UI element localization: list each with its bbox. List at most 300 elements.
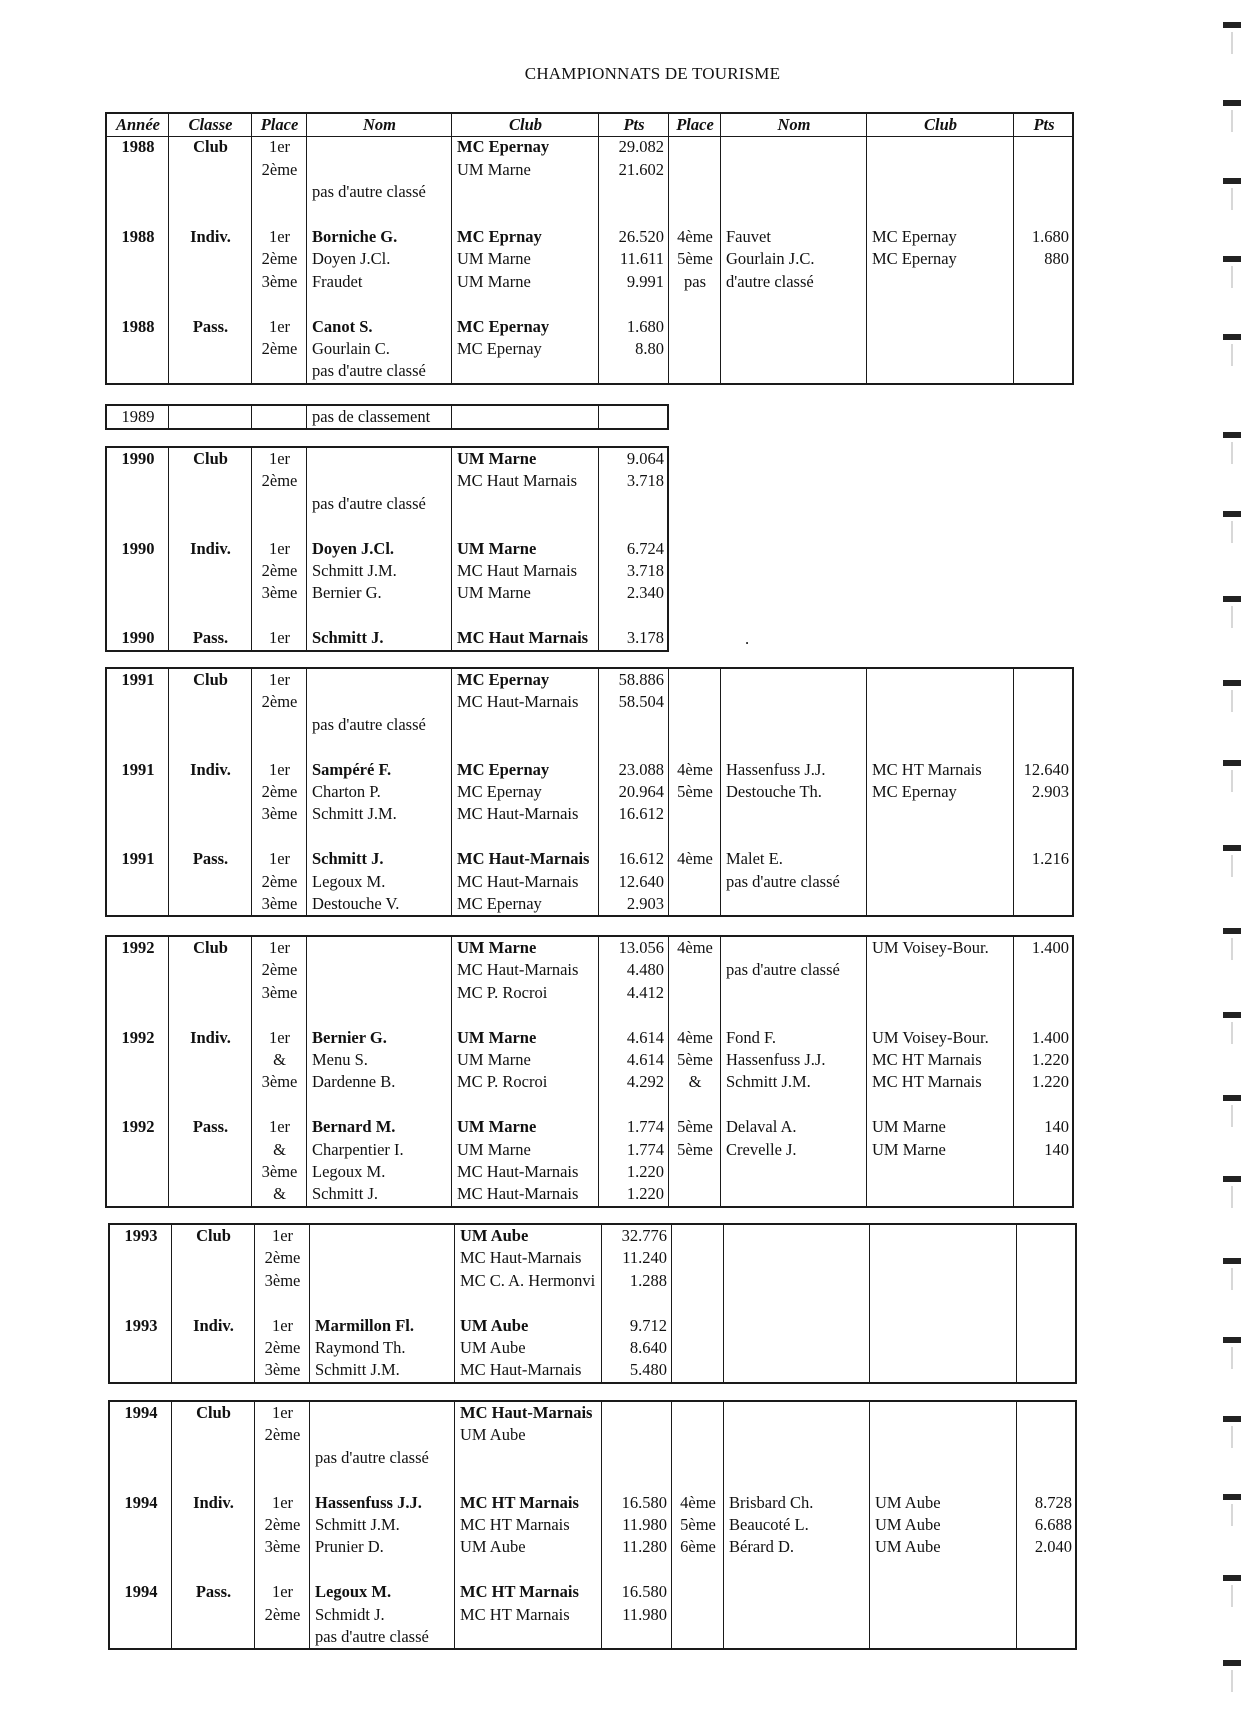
binding-mark-shadow	[1231, 110, 1233, 132]
cell-nom: Legoux M.	[312, 1162, 386, 1181]
cell-nom2: Schmitt J.M.	[726, 1072, 811, 1092]
cell-classe: Club	[193, 137, 228, 157]
cell-annee: 1994	[124, 1582, 158, 1602]
cell-classe: Club	[196, 1226, 231, 1245]
cell-nom: Sampéré F.	[312, 759, 392, 779]
cell-pts: 6.724	[626, 538, 664, 558]
results-table-block	[108, 1400, 1077, 1650]
cell-place: 1er	[268, 628, 291, 648]
cell-nom2: pas d'autre classé	[726, 871, 840, 891]
cell-pts2: 8.728	[1034, 1492, 1072, 1512]
cell-nom: Doyen J.Cl.	[312, 538, 395, 558]
column-header-pts: Pts	[623, 115, 645, 134]
cell-club: UM Marne	[457, 538, 537, 558]
column-divider	[171, 1402, 172, 1648]
binding-mark-shadow	[1231, 1504, 1233, 1526]
cell-place2: 5ème	[677, 1117, 713, 1137]
cell-place2: 6ème	[680, 1537, 716, 1557]
binding-mark-shadow	[1231, 521, 1233, 543]
cell-club2: UM Aube	[875, 1492, 941, 1512]
binding-mark	[1223, 1258, 1241, 1264]
cell-pts: 29.082	[618, 137, 664, 157]
cell-pts: 16.580	[621, 1582, 667, 1602]
cell-pts: 58.504	[618, 692, 664, 712]
cell-place: 1er	[268, 1117, 291, 1137]
cell-place: 3ème	[261, 1072, 298, 1092]
column-divider	[171, 1225, 172, 1382]
cell-place: 3ème	[261, 894, 298, 913]
cell-club: MC Haut-Marnais	[460, 1248, 582, 1268]
cell-place: 1er	[268, 449, 291, 468]
cell-place2: 4ème	[677, 227, 713, 246]
cell-nom: pas d'autre classé	[315, 1627, 429, 1646]
cell-club: MC HT Marnais	[460, 1515, 570, 1534]
cell-pts: 16.612	[618, 804, 664, 824]
cell-club: UM Marne	[457, 938, 537, 957]
cell-pts: 5.480	[629, 1360, 667, 1380]
cell-annee: 1988	[121, 316, 155, 336]
cell-place: 3ème	[261, 804, 298, 824]
binding-mark	[1223, 760, 1241, 766]
binding-mark-shadow	[1231, 1268, 1233, 1290]
cell-pts2: 2.040	[1034, 1537, 1072, 1557]
cell-club2: MC Epernay	[872, 782, 957, 801]
binding-mark-shadow	[1231, 1670, 1233, 1692]
binding-mark	[1223, 680, 1241, 686]
cell-annee: 1991	[121, 849, 155, 869]
cell-club: UM Marne	[457, 1117, 537, 1137]
cell-place: 1er	[268, 137, 291, 157]
cell-club2: MC HT Marnais	[872, 1072, 982, 1092]
cell-pts: 11.240	[622, 1248, 667, 1268]
cell-club: MC Epernay	[457, 670, 550, 689]
cell-nom2: d'autre classé	[726, 271, 814, 291]
cell-pts2: 1.220	[1031, 1050, 1069, 1069]
cell-nom: Legoux M.	[315, 1582, 392, 1602]
cell-place: 3ème	[264, 1537, 301, 1557]
cell-nom2: pas d'autre classé	[726, 960, 840, 980]
cell-annee: 1994	[124, 1492, 158, 1512]
cell-club: MC HT Marnais	[460, 1582, 579, 1602]
binding-mark	[1223, 1416, 1241, 1422]
cell-annee: 1993	[124, 1315, 158, 1335]
cell-place2: &	[688, 1072, 702, 1092]
column-divider	[598, 406, 599, 428]
cell-club: UM Marne	[457, 1050, 531, 1069]
binding-mark-shadow	[1231, 344, 1233, 366]
binding-mark-shadow	[1231, 188, 1233, 210]
cell-nom: pas d'autre classé	[315, 1447, 429, 1467]
cell-annee: 1992	[121, 1117, 155, 1137]
cell-classe: Indiv.	[190, 227, 231, 246]
cell-pts2: 1.216	[1031, 849, 1069, 869]
cell-club: UM Marne	[457, 159, 531, 179]
cell-club: MC HT Marnais	[460, 1492, 579, 1512]
binding-mark-shadow	[1231, 938, 1233, 960]
cell-place: 1er	[271, 1492, 294, 1512]
binding-mark-shadow	[1231, 32, 1233, 54]
cell-nom2: Malet E.	[726, 849, 783, 869]
cell-club: MC Haut-Marnais	[460, 1403, 593, 1422]
cell-club2: UM Voisey-Bour.	[872, 1027, 989, 1047]
column-header-club2: Club	[923, 115, 958, 134]
column-divider	[306, 406, 307, 428]
cell-nom: pas d'autre classé	[312, 361, 426, 381]
cell-club: MC P. Rocroi	[457, 1072, 548, 1092]
cell-club2: MC HT Marnais	[872, 759, 982, 779]
cell-classe: Club	[193, 670, 228, 689]
column-divider	[869, 1225, 870, 1382]
cell-nom2: Beaucoté L.	[729, 1515, 809, 1534]
cell-nom2: Destouche Th.	[726, 782, 822, 801]
cell-club: MC Epernay	[457, 316, 550, 336]
results-table-block	[105, 446, 669, 652]
cell-pts: 1.288	[629, 1270, 667, 1290]
cell-place: 1er	[271, 1582, 294, 1602]
cell-pts: 8.80	[635, 339, 664, 358]
cell-club: MC Haut-Marnais	[457, 692, 579, 712]
cell-place: 2ème	[261, 960, 298, 980]
cell-annee: 1988	[121, 137, 155, 157]
cell-annee: 1990	[121, 538, 155, 558]
cell-nom: Dardenne B.	[312, 1072, 396, 1092]
cell-pts: 4.412	[626, 982, 664, 1002]
cell-club: UM Aube	[460, 1315, 529, 1335]
cell-pts2: 1.680	[1031, 227, 1069, 246]
cell-club: MC Haut Marnais	[457, 561, 578, 580]
cell-pts2: 2.903	[1031, 782, 1069, 801]
column-header-classe: Classe	[188, 115, 233, 134]
cell-pts: 11.980	[622, 1515, 667, 1534]
cell-place2: 4ème	[677, 1027, 713, 1047]
cell-club: UM Marne	[457, 249, 531, 269]
column-divider	[723, 1225, 724, 1382]
cell-place: 3ème	[264, 1270, 301, 1290]
cell-club2: UM Marne	[872, 1117, 946, 1137]
cell-club: UM Marne	[457, 271, 531, 291]
cell-place: 2ème	[261, 471, 298, 491]
binding-mark-shadow	[1231, 690, 1233, 712]
cell-classe: Pass.	[195, 1582, 232, 1602]
binding-mark-shadow	[1231, 855, 1233, 877]
cell-classe: Indiv.	[193, 1492, 234, 1512]
column-header-club: Club	[508, 115, 543, 134]
binding-mark-shadow	[1231, 606, 1233, 628]
cell-annee: 1989	[121, 407, 155, 426]
cell-place: 3ème	[261, 982, 298, 1002]
cell-nom: pas de classement	[312, 407, 431, 426]
column-header-nom: Nom	[363, 115, 396, 134]
cell-place: 2ème	[264, 1248, 301, 1268]
cell-place: 1er	[268, 670, 291, 689]
column-divider	[671, 1225, 672, 1382]
cell-place: 1er	[268, 316, 291, 336]
cell-classe: Pass.	[192, 316, 229, 336]
cell-pts: 9.991	[626, 271, 664, 291]
cell-nom: Charpentier I.	[312, 1139, 404, 1159]
cell-pts: 12.640	[618, 871, 664, 891]
cell-pts: 16.612	[618, 849, 664, 869]
cell-classe: Club	[196, 1403, 231, 1422]
cell-pts2: 12.640	[1023, 759, 1069, 779]
cell-place2: 5ème	[680, 1515, 716, 1534]
cell-place: 2ème	[264, 1425, 301, 1445]
cell-nom: Bernard M.	[312, 1117, 396, 1137]
cell-pts: 20.964	[618, 782, 664, 801]
cell-club: UM Marne	[457, 449, 537, 468]
cell-place: &	[273, 1184, 286, 1204]
cell-place2: 4ème	[677, 759, 713, 779]
cell-nom: Destouche V.	[312, 894, 400, 913]
cell-pts: 58.886	[618, 670, 664, 689]
cell-classe: Indiv.	[193, 1315, 234, 1335]
cell-club: MC P. Rocroi	[457, 982, 548, 1002]
cell-club: MC Haut-Marnais	[457, 1184, 579, 1204]
cell-place2: 5ème	[677, 249, 713, 269]
cell-nom: Schmitt J.	[312, 628, 384, 648]
cell-nom: pas d'autre classé	[312, 493, 426, 513]
cell-annee: 1991	[121, 759, 155, 779]
cell-classe: Pass.	[192, 1117, 229, 1137]
cell-nom2: Crevelle J.	[726, 1139, 797, 1159]
cell-pts: 13.056	[618, 938, 664, 957]
cell-place2: pas	[684, 271, 706, 291]
binding-mark	[1223, 256, 1241, 262]
cell-club: MC Haut-Marnais	[460, 1360, 582, 1380]
cell-annee: 1992	[121, 1027, 155, 1047]
cell-place: 3ème	[261, 1162, 298, 1181]
cell-pts: 3.718	[626, 561, 664, 580]
results-table-with-header	[105, 112, 1074, 385]
cell-place: 1er	[268, 759, 291, 779]
cell-club: UM Aube	[460, 1338, 526, 1357]
cell-annee: 1992	[121, 938, 155, 957]
binding-mark	[1223, 1095, 1241, 1101]
cell-annee: 1990	[121, 449, 155, 468]
cell-pts: 2.903	[626, 894, 664, 913]
column-divider	[251, 406, 252, 428]
cell-nom2: Delaval A.	[726, 1117, 797, 1137]
cell-nom: Borniche G.	[312, 227, 398, 246]
cell-pts2: 1.400	[1031, 938, 1069, 957]
cell-pts: 9.064	[626, 449, 664, 468]
cell-place2: 5ème	[677, 1050, 713, 1069]
results-table-block	[105, 667, 1074, 917]
cell-club: MC Haut-Marnais	[457, 849, 590, 869]
cell-nom: Schmitt J.	[312, 849, 384, 869]
binding-mark	[1223, 845, 1241, 851]
cell-place: 3ème	[261, 271, 298, 291]
cell-annee: 1993	[124, 1226, 158, 1245]
cell-club: MC Epernay	[457, 782, 542, 801]
column-header-place: Place	[260, 115, 299, 134]
cell-pts2: 1.400	[1031, 1027, 1069, 1047]
cell-nom: Hassenfuss J.J.	[315, 1492, 422, 1512]
binding-mark-shadow	[1231, 770, 1233, 792]
cell-place: &	[273, 1139, 286, 1159]
cell-pts: 1.774	[626, 1117, 664, 1137]
cell-nom2: Fond F.	[726, 1027, 777, 1047]
binding-mark	[1223, 1176, 1241, 1182]
cell-pts: 16.580	[621, 1492, 667, 1512]
cell-nom2: Hassenfuss J.J.	[726, 1050, 826, 1069]
cell-pts: 4.614	[626, 1050, 664, 1069]
binding-mark-shadow	[1231, 1186, 1233, 1208]
cell-annee: 1991	[121, 670, 155, 689]
binding-mark-shadow	[1231, 1426, 1233, 1448]
binding-mark	[1223, 596, 1241, 602]
cell-pts: 4.614	[626, 1027, 664, 1047]
cell-classe: Indiv.	[190, 538, 231, 558]
results-table-block	[108, 1223, 1077, 1384]
cell-place2: 5ème	[677, 782, 713, 801]
cell-nom: Bernier G.	[312, 1027, 387, 1047]
cell-place: 1er	[268, 1027, 291, 1047]
cell-nom: Prunier D.	[315, 1537, 384, 1557]
cell-pts: 4.480	[626, 960, 664, 980]
cell-club: MC Haut-Marnais	[457, 960, 579, 980]
cell-place: 2ème	[261, 692, 298, 712]
binding-mark-shadow	[1231, 1022, 1233, 1044]
cell-place2: 4ème	[680, 1492, 716, 1512]
binding-mark	[1223, 1012, 1241, 1018]
cell-nom2: Gourlain J.C.	[726, 249, 815, 269]
cell-club: MC C. A. Hermonvi	[460, 1270, 596, 1290]
cell-place: 1er	[268, 538, 291, 558]
cell-pts: 3.178	[626, 628, 664, 648]
cell-annee: 1990	[121, 628, 155, 648]
cell-pts: 23.088	[618, 759, 664, 779]
cell-club: MC Epernay	[457, 339, 542, 358]
cell-nom2: Brisbard Ch.	[729, 1492, 814, 1512]
cell-pts: 9.712	[629, 1315, 667, 1335]
cell-club2: UM Voisey-Bour.	[872, 938, 989, 957]
binding-mark	[1223, 928, 1241, 934]
cell-nom: Gourlain C.	[312, 339, 390, 358]
cell-nom: pas d'autre classé	[312, 714, 426, 734]
cell-pts: 11.980	[622, 1604, 667, 1624]
cell-nom: Charton P.	[312, 782, 381, 801]
binding-mark	[1223, 334, 1241, 340]
cell-club2: UM Aube	[875, 1515, 941, 1534]
cell-club2: UM Marne	[872, 1139, 946, 1159]
cell-club2: MC Epernay	[872, 227, 957, 246]
cell-pts: 11.611	[619, 249, 664, 269]
cell-nom: Menu S.	[312, 1050, 368, 1069]
cell-nom: Schmitt J.M.	[315, 1515, 400, 1534]
cell-pts: 32.776	[621, 1226, 667, 1245]
cell-pts2: 6.688	[1034, 1515, 1072, 1534]
cell-pts: 8.640	[629, 1338, 667, 1357]
cell-pts: 26.520	[618, 227, 664, 246]
column-divider	[168, 937, 169, 1206]
binding-mark-shadow	[1231, 1585, 1233, 1607]
cell-place: 3ème	[261, 583, 298, 603]
cell-nom: Raymond Th.	[315, 1338, 406, 1357]
cell-club: UM Marne	[457, 1027, 537, 1047]
binding-mark	[1223, 1494, 1241, 1500]
cell-nom: Schmidt J.	[315, 1604, 385, 1624]
cell-club2: UM Aube	[875, 1537, 941, 1557]
cell-club: MC Haut Marnais	[457, 471, 578, 491]
cell-club: UM Aube	[460, 1537, 526, 1557]
cell-nom: Schmitt J.	[312, 1184, 379, 1204]
cell-club: MC Haut-Marnais	[457, 1162, 579, 1181]
cell-nom2: Bérard D.	[729, 1537, 795, 1557]
stray-dot-mark: .	[745, 629, 750, 648]
binding-mark-shadow	[1231, 1105, 1233, 1127]
column-header-nom2: Nom	[777, 115, 811, 134]
binding-mark-shadow	[1231, 266, 1233, 288]
binding-mark-shadow	[1231, 442, 1233, 464]
cell-place2: 4ème	[677, 938, 713, 957]
cell-club: MC Eprnay	[457, 227, 542, 246]
column-header-place2: Place	[676, 115, 714, 134]
cell-classe: Indiv.	[190, 759, 231, 779]
cell-pts: 2.340	[626, 583, 664, 603]
cell-pts: 11.280	[622, 1537, 667, 1557]
cell-pts: 1.220	[626, 1184, 664, 1204]
column-header-annee: Année	[115, 115, 160, 134]
cell-annee: 1988	[121, 227, 155, 246]
cell-classe: Club	[193, 938, 228, 957]
cell-place: 1er	[271, 1226, 294, 1245]
cell-place: 1er	[271, 1403, 294, 1422]
column-divider	[168, 669, 169, 915]
column-divider	[1016, 1225, 1017, 1382]
cell-club: MC Epernay	[457, 894, 542, 913]
binding-mark	[1223, 178, 1241, 184]
cell-nom: Legoux M.	[312, 871, 386, 891]
binding-mark	[1223, 511, 1241, 517]
cell-club: MC Haut Marnais	[457, 628, 589, 648]
cell-classe: Pass.	[192, 628, 229, 648]
cell-nom2: Hassenfuss J.J.	[726, 759, 826, 779]
cell-place2: 5ème	[677, 1139, 713, 1159]
cell-pts2: 880	[1044, 249, 1069, 269]
column-header-pts2: Pts	[1033, 115, 1055, 134]
cell-classe: Club	[193, 449, 228, 468]
binding-mark	[1223, 1660, 1241, 1666]
cell-pts: 1.220	[626, 1162, 664, 1181]
cell-place: 2ème	[264, 1604, 301, 1624]
cell-place: 2ème	[261, 561, 298, 580]
cell-nom: Schmitt J.M.	[315, 1360, 400, 1380]
cell-annee: 1994	[124, 1403, 158, 1422]
cell-nom: Bernier G.	[312, 583, 382, 603]
cell-place: 2ème	[261, 249, 298, 269]
cell-club: UM Aube	[460, 1425, 526, 1445]
page-title: CHAMPIONNATS DE TOURISME	[524, 64, 781, 83]
cell-nom: pas d'autre classé	[312, 182, 426, 202]
binding-mark	[1223, 100, 1241, 106]
cell-club: MC Epernay	[457, 759, 550, 779]
cell-pts: 21.602	[618, 159, 664, 179]
cell-place: 2ème	[261, 782, 298, 801]
cell-pts: 1.680	[626, 316, 664, 336]
binding-mark	[1223, 1337, 1241, 1343]
cell-club: MC Haut-Marnais	[457, 871, 579, 891]
cell-pts: 1.774	[626, 1139, 664, 1159]
results-table-block	[105, 935, 1074, 1208]
cell-place: 1er	[268, 227, 291, 246]
cell-place: 1er	[268, 849, 291, 869]
cell-pts: 4.292	[626, 1072, 664, 1092]
cell-pts2: 140	[1044, 1117, 1069, 1137]
cell-classe: Indiv.	[190, 1027, 231, 1047]
cell-club: UM Marne	[457, 1139, 531, 1159]
cell-club2: MC HT Marnais	[872, 1050, 982, 1069]
